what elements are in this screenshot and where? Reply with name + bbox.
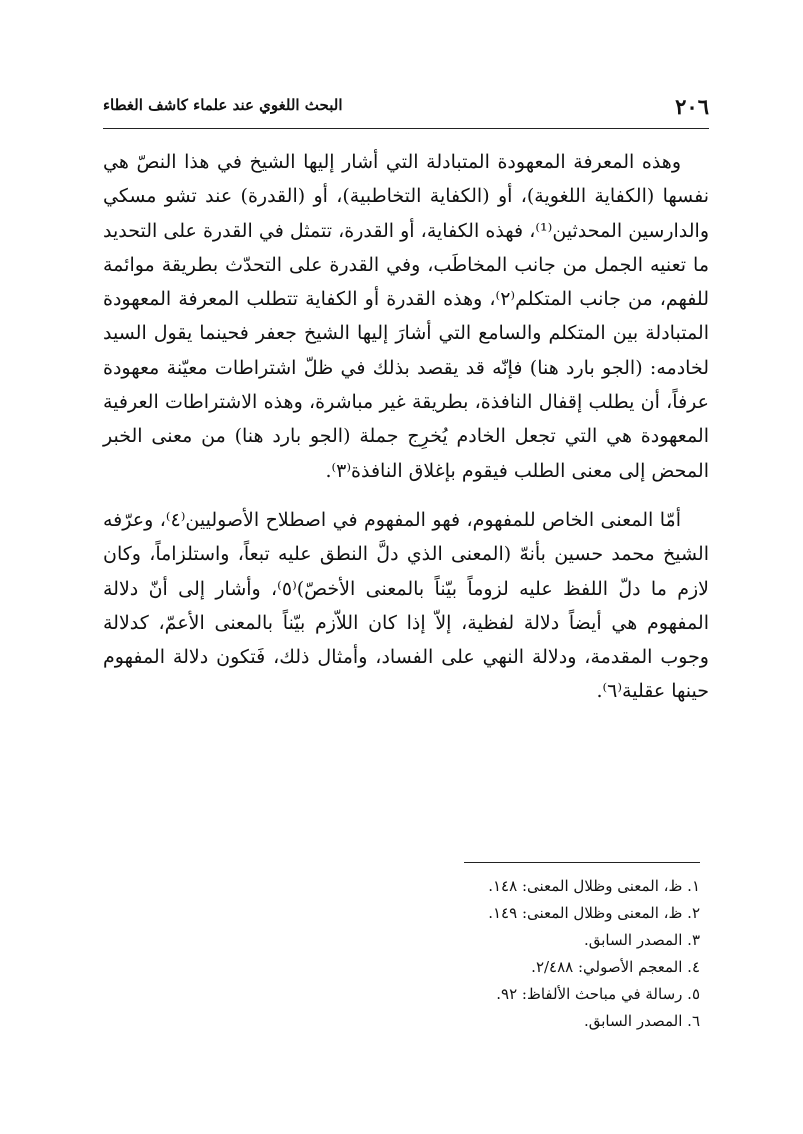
running-header	[103, 92, 709, 122]
footnote-divider	[464, 862, 700, 863]
page-number: ٢٠٦	[675, 94, 709, 119]
body-paragraph: أمّا المعنى الخاص للمفهوم، فهو المفهوم في اصطلاح الأصوليين⁽٤⁾، وعرّفه الشيخ محمد حسين بأنهّ (المعنى الذي دلَّ النطق عليه تبعاً، واستلزاماً، وكان لازم ما دلّ اللفظ عليه لزوماً بيّناً بالمعنى الأخصّ)⁽٥⁾، وأشار إلى أنّ دلالة المفهوم هي أيضاً دلالة لفظية، إلاّ إذا كان اللاّزم بيّناً بالمعنى الأعمّ، كدلالة وجوب المقدمة، ودلالة النهي على الفساد، وأمثال ذلك، فَتكون دلالة المفهوم حينها عقلية⁽٦⁾.	[103, 508, 709, 703]
header-divider	[103, 128, 709, 129]
main-text	[103, 145, 709, 709]
footnote: ٣. المصدر السابق.	[583, 931, 700, 949]
footnotes-list	[300, 873, 700, 1035]
footnote: ٦. المصدر السابق.	[583, 1012, 700, 1030]
body-paragraph: وهذه المعرفة المعهودة المتبادلة التي أشار إليها الشيخ في هذا النصّ هي نفسها (الكفاية اللغوية)، أو (الكفاية التخاطبية)، أو (القدرة) عند تشو مسكي والدارسين المحدثين⁽¹⁾، فهذه الكفاية، أو القدرة، تتمثل في القدرة على التحديد ما تعنيه الجمل من جانب المخاطَب، وفي القدرة على التحدّث بطريقة موائمة للفهم، من جانب المتكلم⁽٢⁾، وهذه القدرة أو الكفاية تتطلب المعرفة المعهودة المتبادلة بين المتكلم والسامع التي أشارَ إليها الشيخ جعفر فحينما يقول السيد لخادمه: (الجو بارد هنا) فإنّه قد يقصد بذلك في ظلّ اشتراطات معيّنة معهودة عرفاً، أن يطلب إقفال النافذة، بطريقة غير مباشرة، وهذه الاشتراطات العرفية المعهودة هي التي تجعل الخادم يُخرِج جملة (الجو بارد هنا) من معنى الخبر المحض إلى معنى الطلب فيقوم بإغلاق النافذة⁽٣⁾.	[103, 151, 709, 482]
footnote: ٢. ظ، المعنى وظلال المعنى: ١٤٩.	[488, 904, 700, 922]
footnote: ١. ظ، المعنى وظلال المعنى: ١٤٨.	[488, 877, 700, 895]
running-header-title: البحث اللغوي عند علماء كاشف الغطاء	[103, 96, 343, 114]
footnote: ٤. المعجم الأصولي: ٢/٤٨٨.	[531, 958, 700, 976]
footnote: ٥. رسالة في مباحث الألفاظ: ٩٢.	[496, 985, 700, 1003]
